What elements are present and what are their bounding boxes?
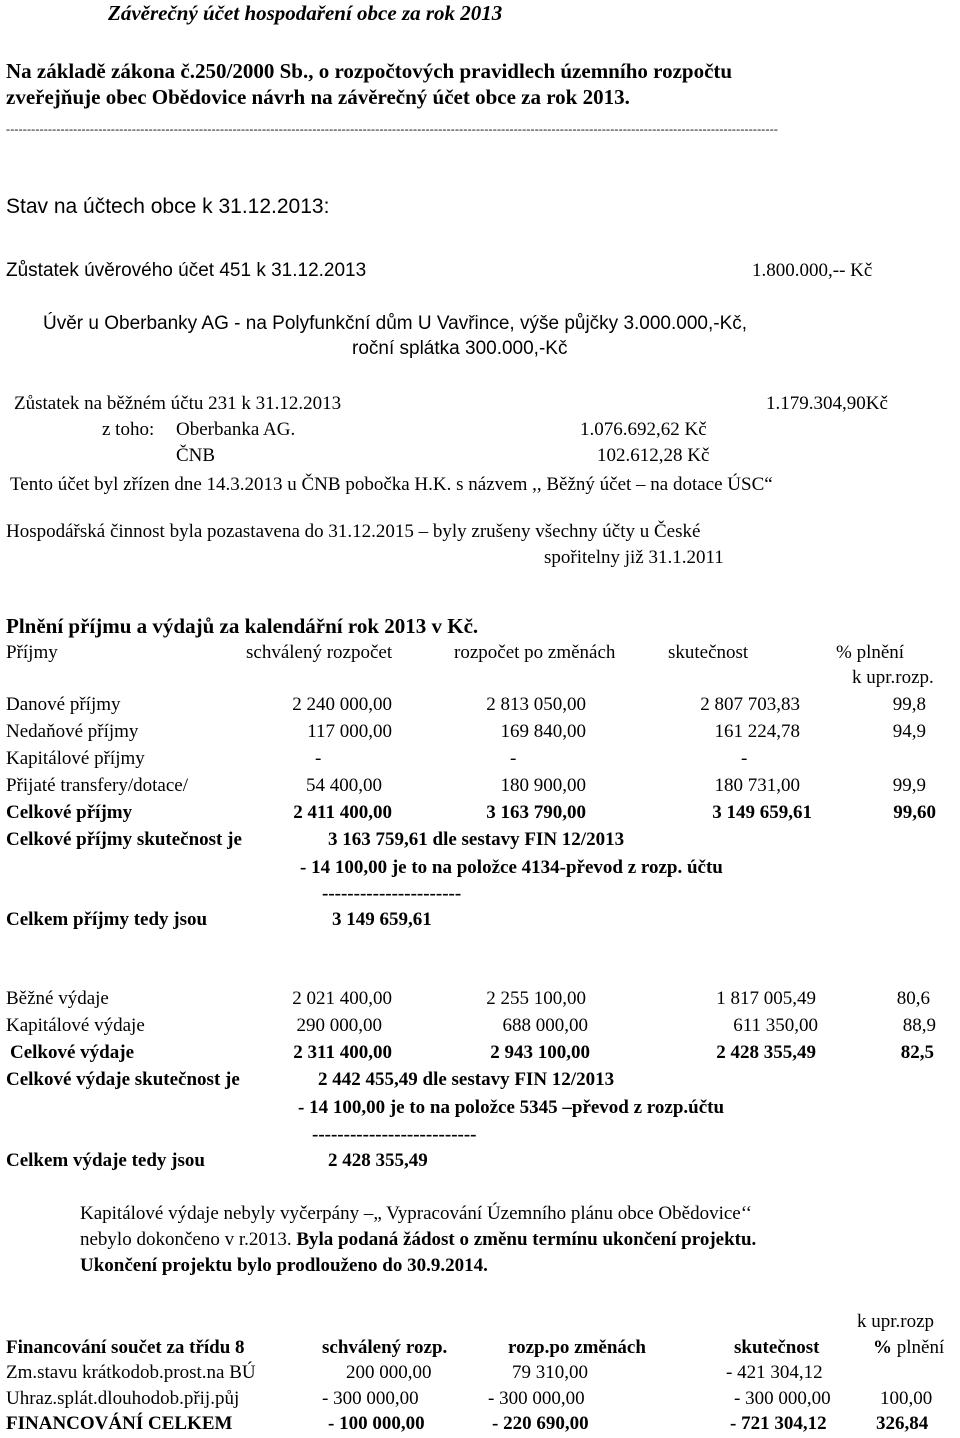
income-row-actual: 180 731,00 xyxy=(714,775,800,796)
capital-note-line-3: Ukončení projektu bylo prodlouženo do 30.9.2014. xyxy=(80,1255,488,1276)
expense-row-changed: 688 000,00 xyxy=(502,1015,588,1036)
col-approved-header: schválený rozpočet xyxy=(246,642,393,663)
financing-total-approved: - 100 000,00 xyxy=(328,1413,425,1434)
col-actual-header: skutečnost xyxy=(668,642,749,663)
financing-row-changed: 79 310,00 xyxy=(512,1362,588,1383)
economic-activity-note-1: Hospodářská činnost byla pozastavena do 31.12.2015 – byly zrušeny všechny účty u České xyxy=(6,521,701,542)
income-row-approved: 117 000,00 xyxy=(307,721,392,742)
bank1-name: Oberbanka AG. xyxy=(176,419,296,440)
expense-row-pct: 80,6 xyxy=(896,988,930,1009)
income-total-actual: 3 149 659,61 xyxy=(712,802,812,823)
income-row-label: Přijaté transfery/dotace/ xyxy=(6,775,189,796)
income-result-value: 3 149 659,61 xyxy=(332,909,432,930)
income-row-approved: 2 240 000,00 xyxy=(292,694,392,715)
expense-row-actual: 611 350,00 xyxy=(733,1015,818,1036)
financing-col-actual: skutečnost xyxy=(734,1337,820,1358)
financing-col-pct-symbol: % xyxy=(873,1337,892,1358)
income-row-actual: 2 807 703,83 xyxy=(700,694,800,715)
financing-col-pct xyxy=(873,1337,944,1359)
financing-pct-header-2: k upr.rozp xyxy=(857,1311,935,1332)
income-actual-label: Celkové příjmy skutečnost je xyxy=(6,829,242,850)
expense-actual-value: 2 442 455,49 dle sestavy FIN 12/2013 xyxy=(318,1069,615,1090)
expense-actual-label: Celkové výdaje skutečnost je xyxy=(6,1069,240,1090)
financing-row-label: Uhraz.splát.dlouhodob.přij.půj xyxy=(6,1388,240,1409)
col-pct-header-2: k upr.rozp. xyxy=(852,667,934,688)
income-underline: ---------------------- xyxy=(322,883,462,904)
expense-total-actual: 2 428 355,49 xyxy=(716,1042,816,1063)
income-row-approved: 54 400,00 xyxy=(306,775,382,796)
law-line-2: zveřejňuje obec Obědovice návrh na závěrečný účet obce za rok 2013. xyxy=(6,85,630,109)
financing-row-label: Zm.stavu krátkodob.prost.na BÚ xyxy=(6,1362,256,1383)
financing-row-approved: 200 000,00 xyxy=(346,1362,432,1383)
expense-result-label: Celkem výdaje tedy jsou xyxy=(6,1150,205,1171)
income-row-actual: - xyxy=(741,748,748,769)
financing-col-changed: rozp.po změnách xyxy=(508,1337,646,1358)
expense-row-changed: 2 255 100,00 xyxy=(486,988,586,1009)
fulfilment-heading: Plnění příjmu a výdajů za kalendářní rok 2013 v Kč. xyxy=(6,614,479,638)
expense-result-value: 2 428 355,49 xyxy=(328,1150,428,1171)
income-actual-value: 3 163 759,61 dle sestavy FIN 12/2013 xyxy=(328,829,625,850)
cnb-account-note: Tento účet byl zřízen dne 14.3.2013 u ČNB pobočka H.K. s názvem ,, Běžný účet – na dotace ÚSC“ xyxy=(10,474,773,495)
bank2-value: 102.612,28 Kč xyxy=(597,445,710,466)
loan-note-line-1: Úvěr u Oberbanky AG - na Polyfunkční dům U Vavřince, výše půjčky 3.000.000,-Kč, xyxy=(43,313,748,334)
expense-row-pct: 88,9 xyxy=(902,1015,936,1036)
expense-total-label: Celkové výdaje xyxy=(10,1042,135,1063)
expense-total-changed: 2 943 100,00 xyxy=(490,1042,590,1063)
income-row-approved: - xyxy=(315,748,322,769)
current-account-label: Zůstatek na běžném účtu 231 k 31.12.2013 xyxy=(14,393,342,414)
financing-col-approved: schválený rozp. xyxy=(322,1337,448,1358)
financing-col-label: Financování součet za třídu 8 xyxy=(6,1337,245,1358)
document-title: Závěrečný účet hospodaření obce za rok 2013 xyxy=(108,1,503,25)
income-row-changed: - xyxy=(510,748,517,769)
expense-row-label: Běžné výdaje xyxy=(6,988,109,1009)
current-account-value: 1.179.304,90Kč xyxy=(766,393,888,414)
capital-note-line-2-normal: nebylo dokončeno v r.2013. xyxy=(80,1229,292,1250)
income-total-pct: 99,60 xyxy=(893,802,936,823)
income-row-pct: 99,8 xyxy=(892,694,926,715)
loan-note-line-2: roční splátka 300.000,-Kč xyxy=(352,338,568,359)
col-income-header: Příjmy xyxy=(6,642,58,663)
expense-minus-line: - 14 100,00 je to na položce 5345 –převod z rozp.účtu xyxy=(298,1097,725,1118)
income-row-changed: 180 900,00 xyxy=(500,775,586,796)
separator-line: ---------------------------------------------------------------------------------------------------------------------------------------------------------------------------------------- xyxy=(6,122,779,136)
col-pct-header: % plnění xyxy=(836,642,905,663)
expense-row-approved: 2 021 400,00 xyxy=(292,988,392,1009)
financing-row-changed: - 300 000,00 xyxy=(488,1388,585,1409)
income-row-actual: 161 224,78 xyxy=(714,721,800,742)
financing-row-pct: 100,00 xyxy=(880,1388,933,1409)
capital-note-line-2 xyxy=(80,1229,756,1251)
capital-note-line-1: Kapitálové výdaje nebyly vyčerpány –„ Vypracování Územního plánu obce Obědovice‘‘ xyxy=(80,1203,752,1224)
income-row-changed: 169 840,00 xyxy=(500,721,586,742)
income-row-label: Kapitálové příjmy xyxy=(6,748,145,769)
financing-total-changed: - 220 690,00 xyxy=(492,1413,589,1434)
financing-row-actual: - 421 304,12 xyxy=(726,1362,823,1383)
loan-account-label: Zůstatek úvěrového účet 451 k 31.12.2013 xyxy=(6,260,367,281)
income-total-approved: 2 411 400,00 xyxy=(293,802,392,823)
expense-row-approved: 290 000,00 xyxy=(296,1015,382,1036)
financing-total-label: FINANCOVÁNÍ CELKEM xyxy=(6,1413,233,1434)
income-row-label: Danové příjmy xyxy=(6,694,121,715)
expense-total-approved: 2 311 400,00 xyxy=(293,1042,392,1063)
capital-note-line-2-bold: Byla podaná žádost o změnu termínu ukončení projektu. xyxy=(291,1229,757,1250)
income-row-label: Nedaňové příjmy xyxy=(6,721,139,742)
financing-row-approved: - 300 000,00 xyxy=(322,1388,419,1409)
income-total-changed: 3 163 790,00 xyxy=(486,802,586,823)
expense-row-label: Kapitálové výdaje xyxy=(6,1015,145,1036)
of-which-label: z toho: xyxy=(102,419,155,440)
income-row-pct: 99,9 xyxy=(892,775,926,796)
income-total-label: Celkové příjmy xyxy=(6,802,133,823)
financing-col-pct-text: plnění xyxy=(892,1337,945,1358)
expense-total-pct: 82,5 xyxy=(900,1042,934,1063)
income-result-label: Celkem příjmy tedy jsou xyxy=(6,909,208,930)
financing-total-pct: 326,84 xyxy=(876,1413,929,1434)
income-row-pct: 94,9 xyxy=(892,721,926,742)
income-minus-line: - 14 100,00 je to na položce 4134-převod z rozp. účtu xyxy=(300,857,723,878)
accounts-heading: Stav na účtech obce k 31.12.2013: xyxy=(6,195,330,218)
law-line-1: Na základě zákona č.250/2000 Sb., o rozpočtových pravidlech územního rozpočtu xyxy=(6,59,733,83)
expense-underline: -------------------------- xyxy=(312,1124,477,1145)
bank1-value: 1.076.692,62 Kč xyxy=(580,419,707,440)
expense-row-actual: 1 817 005,49 xyxy=(716,988,816,1009)
loan-account-value: 1.800.000,-- Kč xyxy=(752,260,873,281)
financing-total-actual: - 721 304,12 xyxy=(730,1413,827,1434)
financing-row-actual: - 300 000,00 xyxy=(734,1388,831,1409)
col-changed-header: rozpočet po změnách xyxy=(454,642,616,663)
bank2-name: ČNB xyxy=(176,445,216,466)
income-row-changed: 2 813 050,00 xyxy=(486,694,586,715)
economic-activity-note-2: spořitelny již 31.1.2011 xyxy=(544,547,724,568)
